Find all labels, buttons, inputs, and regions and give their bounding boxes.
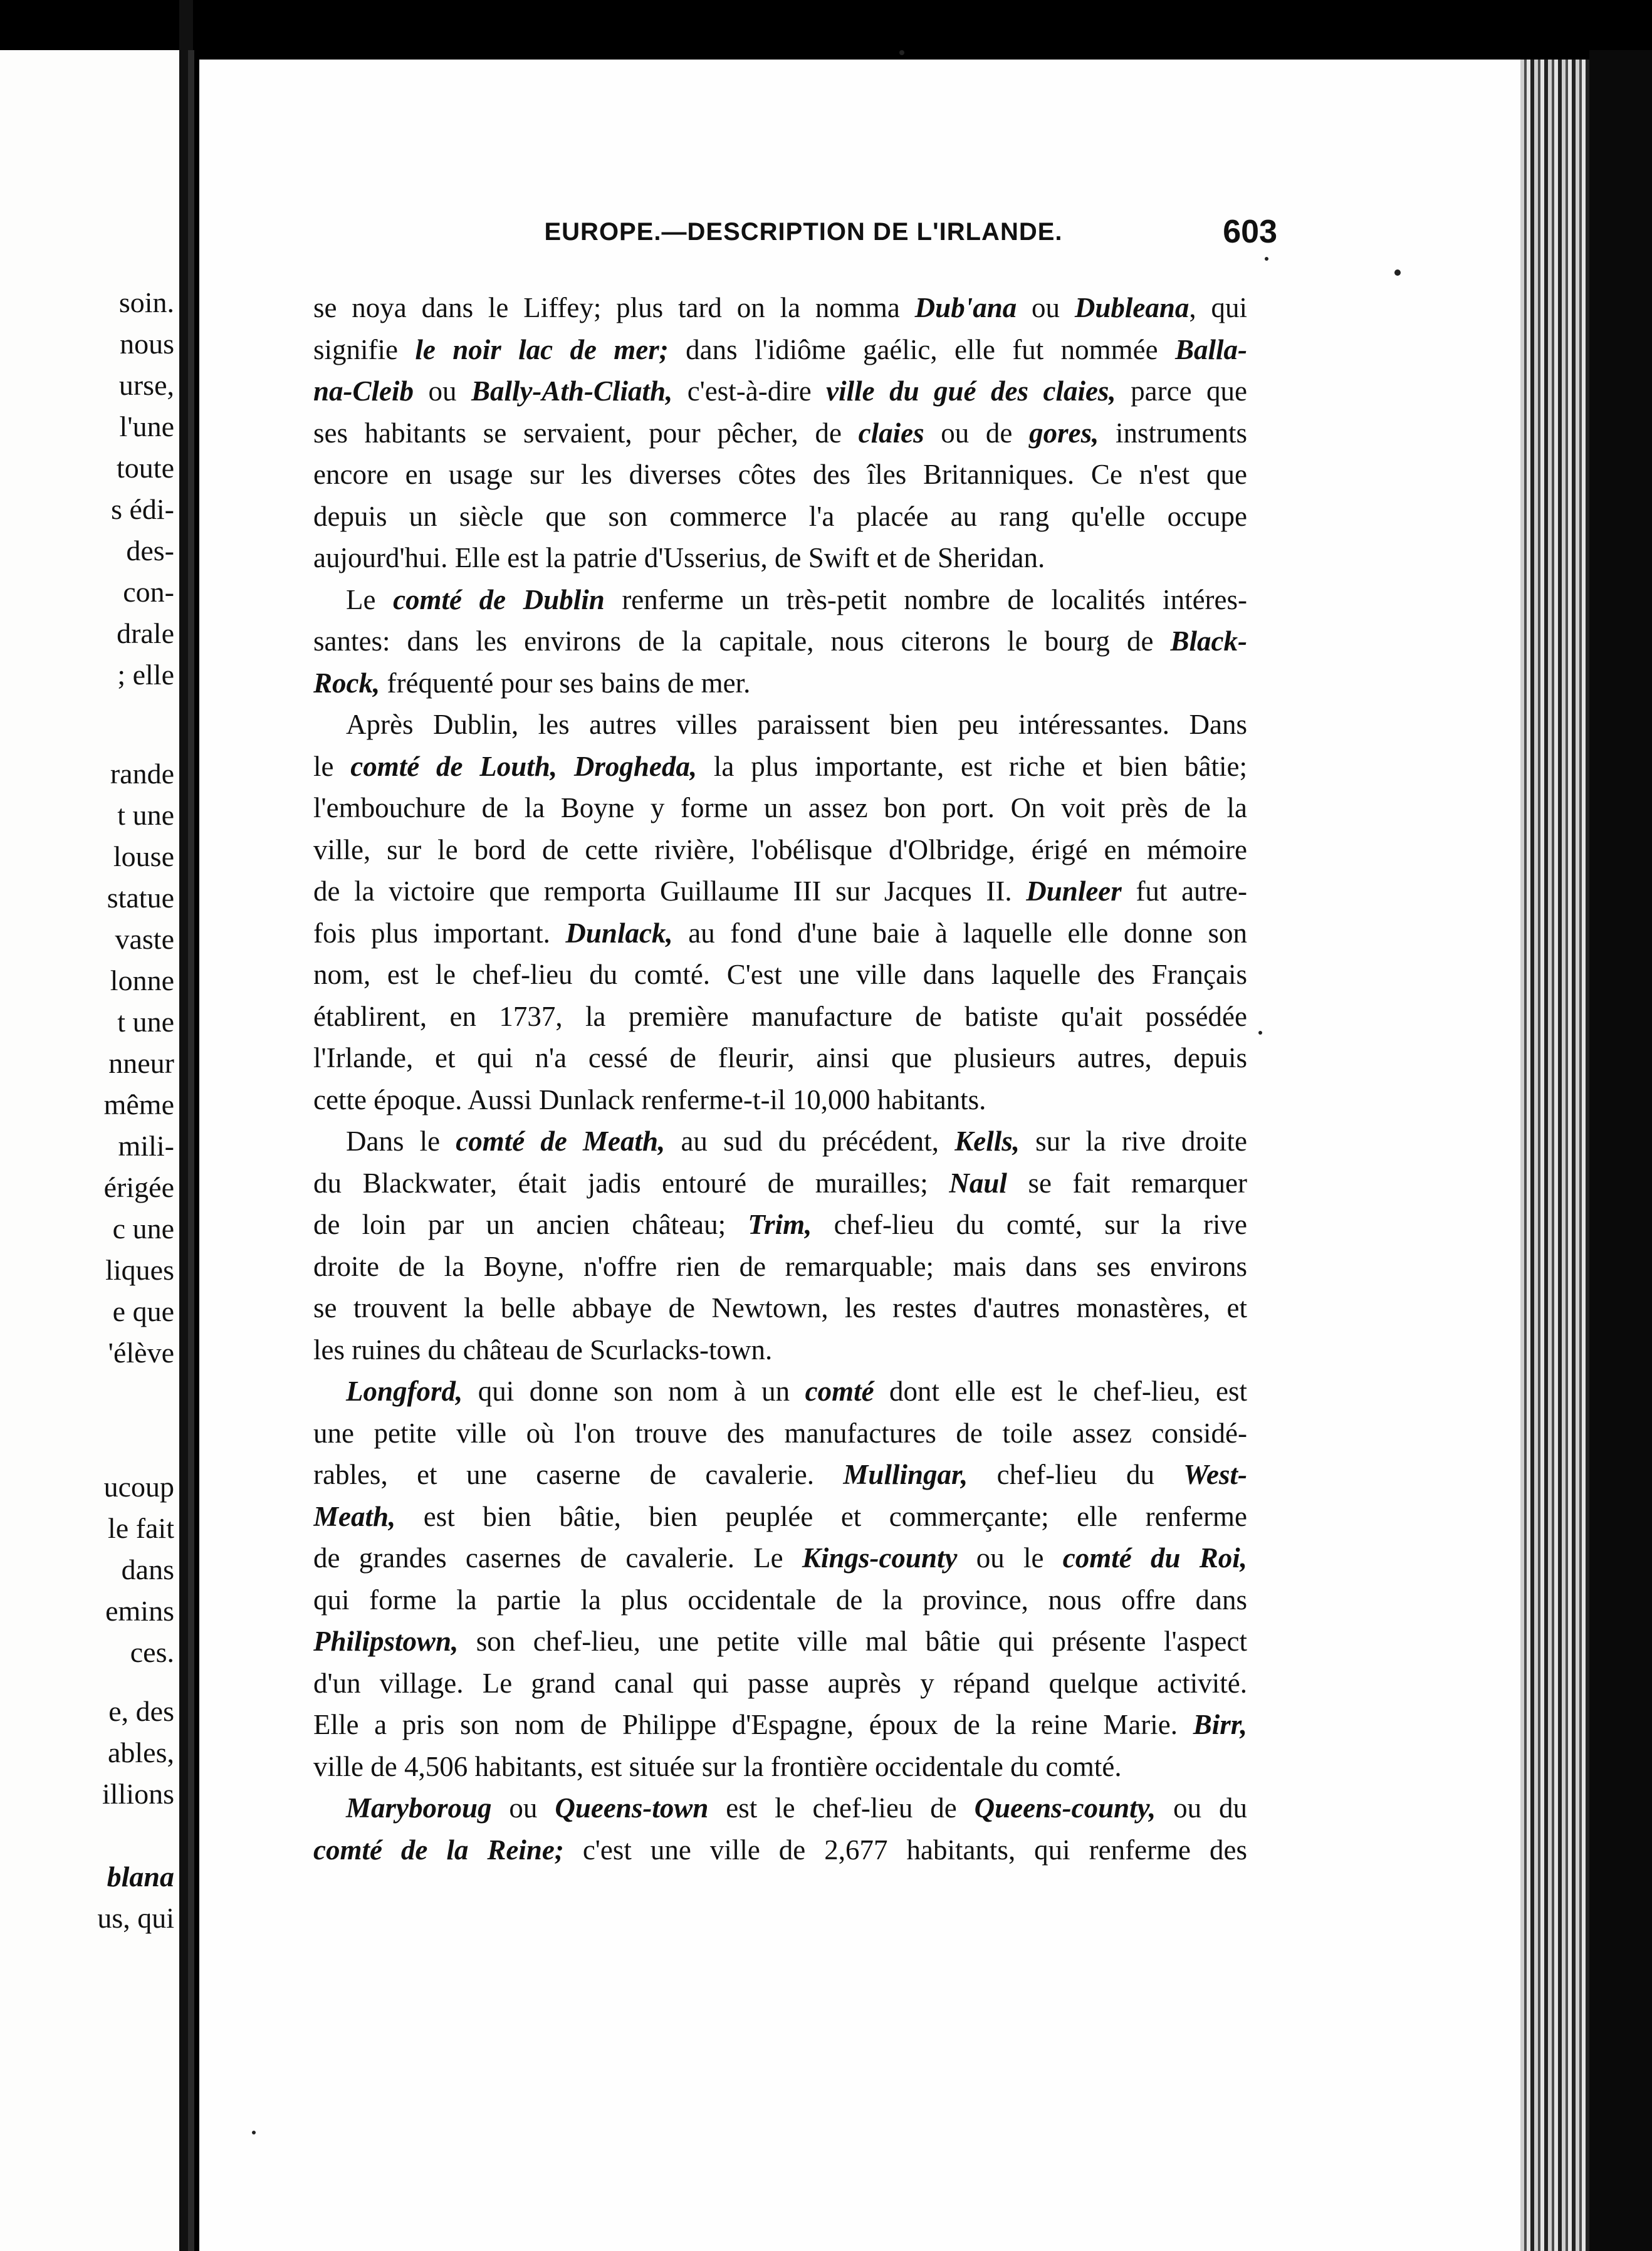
text-run: se noya dans le Liffey; plus tard on la nomma (313, 292, 915, 323)
text-line (313, 829, 1247, 871)
text-line (313, 1246, 1247, 1288)
text-run: ou le (957, 1542, 1063, 1574)
text-line (313, 1287, 1247, 1329)
text-run: ou (1017, 292, 1075, 323)
text-line (313, 1704, 1247, 1746)
text-line (313, 912, 1247, 954)
text-run: de la victoire que remporta Guillaume III sur Jacques II. (313, 875, 1027, 907)
text-run: établirent, en 1737, la première manufacture de batiste qu'ait possédée (313, 1000, 1247, 1032)
text-line (313, 1120, 1247, 1162)
text-run: droite de la Boyne, n'offre rien de remarquable; mais dans ses environs (313, 1250, 1247, 1282)
left-page-fragment: illions (102, 1778, 174, 1810)
scan-speck (252, 2131, 256, 2134)
left-page-fragment: louse (113, 840, 174, 872)
left-page-fragment: des- (126, 535, 174, 567)
left-facing-page (0, 50, 179, 2251)
text-line (313, 1663, 1247, 1705)
text-run: dont elle est le chef-lieu, est (874, 1376, 1247, 1407)
text-run: santes: dans les environs de la capitale, nous citerons le bourg de (313, 625, 1171, 657)
left-page-fragment: emins (105, 1595, 174, 1627)
text-run: son chef-lieu, une petite ville mal bâtie qui présente l'aspect (458, 1626, 1247, 1657)
text-run: rables, et une caserne de cavalerie. (313, 1459, 844, 1490)
text-line (313, 870, 1247, 912)
body-text (313, 287, 1247, 1871)
left-page-fragment: blana (107, 1861, 174, 1893)
text-run: chef-lieu du (968, 1459, 1184, 1490)
text-run: de loin par un ancien château; (313, 1209, 748, 1240)
scan-speck (1394, 269, 1401, 276)
text-line (313, 662, 1247, 704)
italic-run: Queens-county, (974, 1792, 1156, 1824)
text-line (313, 1579, 1247, 1621)
italic-run: comté de Meath, (456, 1126, 666, 1157)
text-run: la plus importante, est riche et bien bâtie; (697, 750, 1247, 782)
italic-run: ville du gué des claies, (826, 375, 1116, 407)
italic-run: claies (858, 417, 924, 449)
left-page-fragment: t une (117, 799, 174, 831)
text-run: l'embouchure de la Boyne y forme un assez bon port. On voit près de la (313, 792, 1247, 823)
left-page-fragment: ces. (130, 1636, 174, 1668)
left-page-fragment: t une (117, 1006, 174, 1038)
italic-run: Kings-county (802, 1542, 958, 1574)
text-run: cette époque. Aussi Dunlack renferme-t-il 10,000 habitants. (313, 1084, 986, 1115)
left-page-fragment: même (103, 1089, 174, 1120)
italic-run: Naul (949, 1167, 1007, 1199)
text-run: c'est une ville de 2,677 habitants, qui renferme des (563, 1834, 1247, 1866)
text-line (313, 954, 1247, 996)
italic-run: Queens-town (555, 1792, 709, 1824)
left-page-fragment: c une (112, 1213, 174, 1245)
text-line (313, 496, 1247, 538)
text-run: au fond d'une baie à laquelle elle donne son (672, 917, 1247, 949)
text-run: renferme un très-petit nombre de localités intéres- (604, 583, 1247, 615)
text-run: fut autre- (1121, 875, 1247, 907)
italic-run: Philipstown, (313, 1626, 459, 1657)
text-line (313, 704, 1247, 746)
italic-run: Maryboroug (346, 1792, 492, 1824)
text-run: depuis un siècle que son commerce l'a placée au rang qu'elle occupe (313, 500, 1247, 532)
text-run: l'Irlande, et qui n'a cessé de fleurir, ainsi que plusieurs autres, depuis (313, 1042, 1247, 1073)
text-line (313, 579, 1247, 621)
text-run: au sud du précédent, (665, 1126, 955, 1157)
text-line (313, 1037, 1247, 1079)
left-page-fragment: ucoup (103, 1471, 174, 1503)
left-page-fragment: 'élève (108, 1337, 174, 1369)
left-page-fragment: rande (110, 758, 174, 790)
italic-run: Dunleer (1026, 875, 1122, 907)
left-page-fragment: con- (123, 576, 174, 608)
italic-run: Dub'ana (914, 292, 1017, 323)
left-page-fragment: drale (117, 617, 174, 649)
italic-run: le noir lac de mer; (415, 333, 669, 365)
text-run: instruments (1099, 417, 1247, 449)
left-page-fragment: mili- (118, 1130, 174, 1162)
text-run: d'un village. Le grand canal qui passe auprès y répand quelque activité. (313, 1667, 1247, 1699)
text-run: dans l'idiôme gaélic, elle fut nommée (668, 333, 1175, 365)
text-run: ou de (924, 417, 1030, 449)
text-line (313, 1204, 1247, 1246)
text-run: ou (414, 375, 471, 407)
text-run: c'est-à-dire (672, 375, 827, 407)
text-run: est le chef-lieu de (708, 1792, 975, 1824)
italic-run: comté du Roi, (1062, 1542, 1247, 1574)
left-page-fragment: us, qui (97, 1902, 174, 1934)
italic-run: comté (805, 1376, 874, 1407)
italic-run: Black- (1170, 625, 1247, 657)
italic-run: comté de Dublin (393, 583, 605, 615)
left-page-fragment: nneur (108, 1047, 174, 1079)
italic-run: Balla- (1175, 333, 1247, 365)
text-run: du Blackwater, était jadis entouré de murailles; (313, 1167, 949, 1199)
page-number: 603 (1223, 214, 1277, 250)
text-line (313, 537, 1247, 579)
text-run: signifie (313, 333, 416, 365)
text-line (313, 370, 1247, 412)
text-line (313, 1746, 1247, 1788)
italic-run: comté de Louth, Drogheda, (350, 750, 698, 782)
text-run: se trouvent la belle abbaye de Newtown, les restes d'autres monastères, et (313, 1292, 1247, 1324)
text-line (313, 1371, 1247, 1413)
text-run: nom, est le chef-lieu du comté. C'est une ville dans laquelle des Français (313, 959, 1247, 990)
text-run: ou (491, 1792, 555, 1824)
text-line (313, 1079, 1247, 1121)
text-run: fois plus important. (313, 917, 566, 949)
text-line (313, 454, 1247, 496)
left-page-fragment: e, des (108, 1695, 174, 1727)
text-line (313, 1829, 1247, 1871)
italic-run: na-Cleib (313, 375, 414, 407)
text-line (313, 787, 1247, 829)
text-run: le (313, 750, 351, 782)
italic-run: Kells, (954, 1126, 1020, 1157)
left-page-fragment: dans (121, 1554, 174, 1585)
left-page-fragment: liques (105, 1254, 174, 1286)
italic-run: West- (1183, 1459, 1247, 1490)
italic-run: Dunlack, (565, 917, 673, 949)
text-run: fréquenté pour ses bains de mer. (380, 667, 751, 699)
text-run: de grandes casernes de cavalerie. Le (313, 1542, 802, 1574)
left-page-fragment: vaste (115, 923, 174, 955)
text-run: une petite ville où l'on trouve des manufactures de toile assez considé- (313, 1417, 1247, 1449)
text-run: est bien bâtie, bien peuplée et commerçante; elle renferme (395, 1500, 1247, 1532)
italic-run: comté de la Reine; (313, 1834, 564, 1866)
left-page-fragment: ; elle (117, 659, 174, 691)
text-line (313, 1162, 1247, 1204)
text-run: chef-lieu du comté, sur la rive (812, 1209, 1247, 1240)
text-run: Elle a pris son nom de Philippe d'Espagne, époux de la reine Marie. (313, 1709, 1193, 1740)
left-page-fragment: lonne (110, 964, 174, 996)
text-line (313, 1537, 1247, 1579)
text-run: ou du (1156, 1792, 1247, 1824)
running-head (352, 194, 1277, 269)
left-page-fragment: le fait (108, 1512, 174, 1544)
text-run: se fait remarquer (1006, 1167, 1247, 1199)
scan-speck (1265, 257, 1268, 261)
text-line (313, 1454, 1247, 1496)
text-line (313, 1621, 1247, 1663)
text-run: ville de 4,506 habitants, est située sur la frontière occidentale du comté. (313, 1750, 1122, 1782)
italic-run: Bally-Ath-Cliath, (471, 375, 673, 407)
gutter-shadow (188, 50, 194, 2251)
text-run: qui donne son nom à un (463, 1376, 805, 1407)
text-line (313, 412, 1247, 454)
text-run: parce que (1116, 375, 1247, 407)
italic-run: Trim, (748, 1209, 812, 1240)
text-run: aujourd'hui. Elle est la patrie d'Usserius, de Swift et de Sheridan. (313, 542, 1045, 573)
text-run: Dans le (346, 1126, 456, 1157)
italic-run: Longford, (346, 1376, 463, 1407)
scan-speck (1258, 1031, 1262, 1035)
text-line (313, 1496, 1247, 1538)
italic-run: Rock, (313, 667, 380, 699)
left-page-fragment: toute (117, 452, 174, 484)
text-run: Après Dublin, les autres villes paraissent bien peu intéressantes. Dans (346, 709, 1247, 740)
left-page-fragment: soin. (118, 286, 174, 318)
italic-run: Birr, (1193, 1709, 1247, 1740)
text-line (313, 329, 1247, 371)
scan-border (1589, 50, 1652, 2251)
text-run: ville, sur le bord de cette rivière, l'obélisque d'Olbridge, érigé en mémoire (313, 833, 1247, 865)
text-run: encore en usage sur les diverses côtes des îles Britanniques. Ce n'est que (313, 459, 1247, 490)
page-stack-edge (1520, 60, 1589, 2251)
text-line (313, 1413, 1247, 1455)
left-page-fragment: e que (112, 1295, 174, 1327)
text-line (313, 620, 1247, 662)
text-line (313, 1787, 1247, 1829)
text-line (313, 996, 1247, 1038)
italic-run: Dubleana (1074, 292, 1189, 323)
left-page-fragment: nous (120, 328, 174, 360)
text-line (313, 1329, 1247, 1371)
left-page-fragment: urse, (118, 369, 174, 401)
left-page-fragment: ables, (107, 1737, 174, 1768)
left-page-fragment: érigée (103, 1171, 174, 1203)
italic-run: Meath, (313, 1500, 396, 1532)
text-run: sur la rive droite (1019, 1126, 1247, 1157)
text-line (313, 746, 1247, 788)
left-page-fragment: l'une (119, 410, 174, 442)
text-run: ses habitants se servaient, pour pêcher, de (313, 417, 859, 449)
left-page-fragment: s édi- (111, 493, 174, 525)
left-page-fragment: statue (107, 882, 174, 914)
text-run: , qui (1189, 292, 1247, 323)
text-run: Le (346, 583, 394, 615)
text-line (313, 287, 1247, 329)
text-run: qui forme la partie la plus occidentale de la province, nous offre dans (313, 1584, 1247, 1616)
italic-run: Mullingar, (843, 1459, 968, 1490)
running-head-title: EUROPE.—DESCRIPTION DE L'IRLANDE. (544, 218, 1063, 246)
scan-speck (899, 50, 904, 55)
italic-run: gores, (1029, 417, 1099, 449)
text-run: les ruines du château de Scurlacks-town. (313, 1334, 773, 1366)
